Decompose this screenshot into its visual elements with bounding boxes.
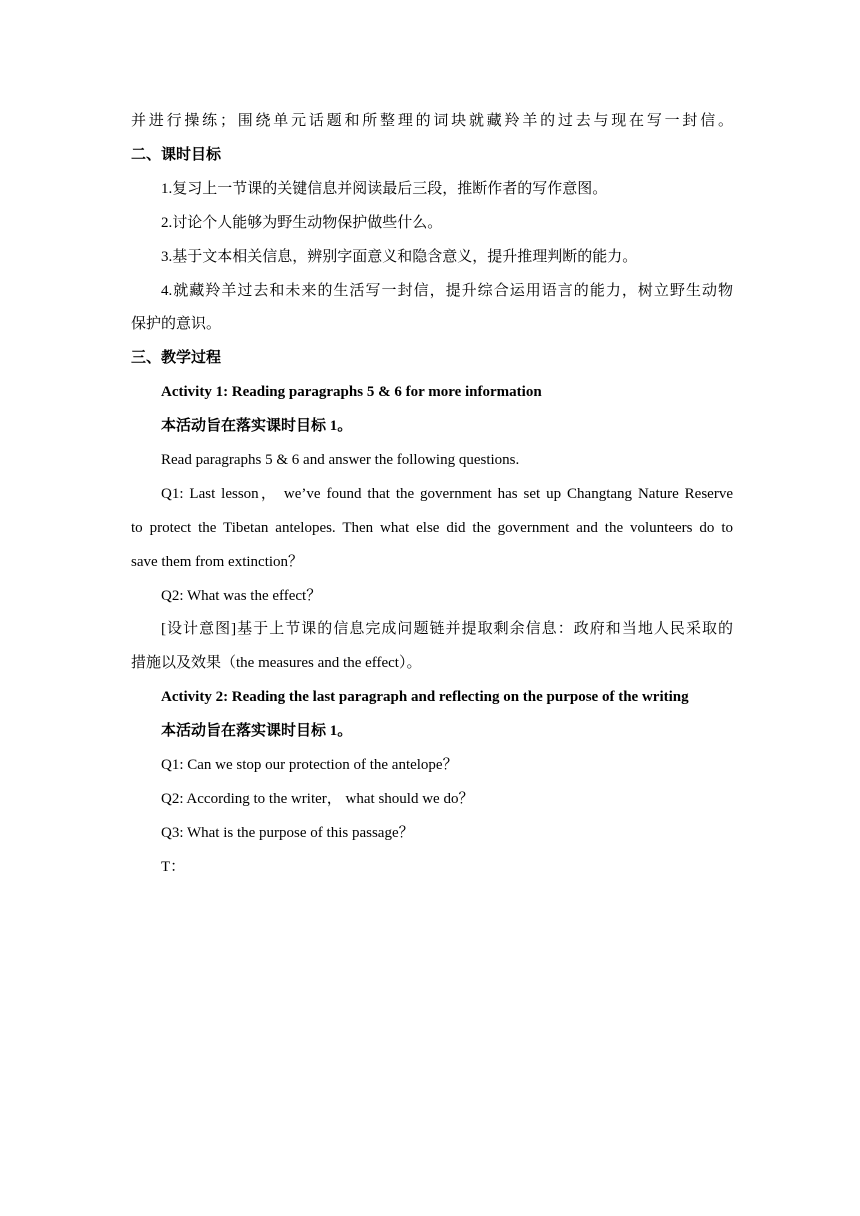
activity-1-q1-line-2: to protect the Tibetan antelopes. Then what else did the government and the volunteers do to bbox=[131, 520, 733, 536]
activity-2-q3: Q3: What is the purpose of this passage？ bbox=[161, 825, 414, 841]
activity-2-q1: Q1: Can we stop our protection of the antelope？ bbox=[161, 757, 458, 773]
intro-paragraph-tail: 并进行操练；围绕单元话题和所整理的词块就藏羚羊的过去与现在写一封信。 bbox=[131, 113, 733, 129]
activity-2-aim: 本活动旨在落实课时目标 1。 bbox=[161, 723, 353, 739]
activity-1-q1-line-1: Q1: Last lesson， we’ve found that the government has set up Changtang Nature Reserve bbox=[161, 486, 733, 502]
activity-1-design-line-1: [设计意图]基于上节课的信息完成问题链并提取剩余信息：政府和当地人民采取的 bbox=[161, 621, 733, 637]
activity-1-q1-line-3: save them from extinction？ bbox=[131, 554, 304, 570]
goal-item-4: 4.就藏羚羊过去和未来的生活写一封信，提升综合运用语言的能力，树立野生动物 bbox=[161, 283, 733, 299]
goal-item-3: 3.基于文本相关信息，辨别字面意义和隐含意义，提升推理判断的能力。 bbox=[161, 249, 638, 265]
section-heading-process: 三、教学过程 bbox=[131, 350, 222, 366]
goal-item-2: 2.讨论个人能够为野生动物保护做些什么。 bbox=[161, 215, 443, 231]
activity-1-title: Activity 1: Reading paragraphs 5 & 6 for more information bbox=[161, 384, 542, 400]
goal-item-1: 1.复习上一节课的关键信息并阅读最后三段，推断作者的写作意图。 bbox=[161, 181, 608, 197]
activity-2-t: T： bbox=[161, 859, 186, 875]
activity-1-instruction: Read paragraphs 5 & 6 and answer the following questions. bbox=[161, 452, 520, 468]
activity-2-q2: Q2: According to the writer， what should we do？ bbox=[161, 791, 474, 807]
activity-1-aim: 本活动旨在落实课时目标 1。 bbox=[161, 418, 353, 434]
activity-1-design-line-2: 措施以及效果（the measures and the effect）。 bbox=[131, 655, 422, 671]
activity-1-q2: Q2: What was the effect？ bbox=[161, 588, 322, 604]
section-heading-goals: 二、课时目标 bbox=[131, 147, 222, 163]
goal-item-4-continuation: 保护的意识。 bbox=[131, 316, 222, 332]
activity-2-title: Activity 2: Reading the last paragraph and reflecting on the purpose of the writing bbox=[161, 689, 689, 705]
